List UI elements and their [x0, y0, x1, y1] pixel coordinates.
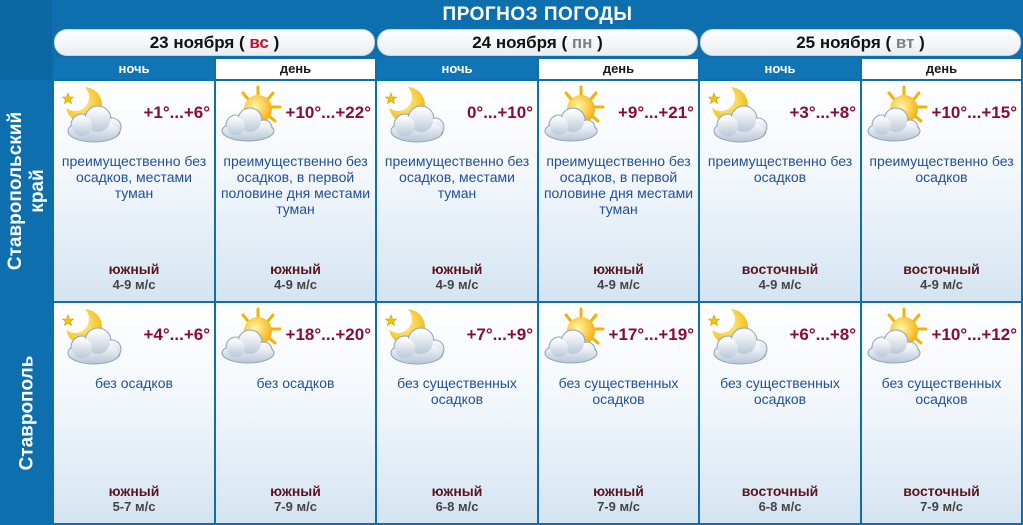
page-title: ПРОГНОЗ ПОГОДЫ — [54, 2, 1021, 28]
weather-description: преимущественно без осадков, местами туман — [61, 153, 207, 201]
region-name-line: край — [27, 169, 48, 213]
moon-cloud-icon — [702, 83, 774, 145]
forecast-cell — [377, 81, 537, 301]
wind-speed: 4-9 м/с — [920, 277, 963, 292]
region-label-city — [2, 303, 52, 523]
moon-cloud-icon — [379, 83, 451, 145]
weather-description: преимущественно без осадков, местами туман — [384, 153, 530, 201]
sun-cloud-icon — [218, 83, 290, 145]
day-header-0 — [54, 29, 375, 56]
wind-direction: южный — [593, 261, 644, 277]
day-paren-close: ) — [268, 33, 280, 52]
forecast-cell — [216, 303, 375, 523]
forecast-cell — [377, 303, 537, 523]
period-day-1: день — [539, 59, 698, 79]
weather-description: преимущественно без осадков — [707, 153, 853, 185]
region-name-line: Ставрополь — [16, 355, 38, 471]
region-name — [5, 112, 49, 270]
weather-description: преимущественно без осадков, в первой половине дня местами туман — [543, 153, 694, 217]
region-name-line: Ставропольский — [5, 111, 26, 271]
weather-description: без существенных осадков — [397, 375, 517, 407]
temperature-range: +1°...+6° — [143, 103, 210, 122]
weather-description: преимущественно без осадков — [869, 153, 1014, 185]
temperature-range: +17°...+19° — [608, 325, 694, 344]
wind-speed: 4-9 м/с — [758, 277, 802, 292]
wind-speed: 4-9 м/с — [112, 277, 156, 292]
period-day-2: день — [862, 59, 1021, 79]
wind-speed: 6-8 м/с — [435, 499, 479, 514]
temperature-range: +6°...+8° — [789, 325, 856, 344]
forecast-cell — [862, 81, 1021, 301]
sun-cloud-icon — [541, 83, 613, 145]
wind-direction: восточный — [741, 483, 819, 499]
wind-speed: 7-9 м/с — [920, 499, 963, 514]
weather-description: без существенных осадков — [720, 375, 840, 407]
forecast-cell — [54, 81, 214, 301]
wind-speed: 7-9 м/с — [597, 499, 640, 514]
temperature-range: +10°...+12° — [931, 325, 1017, 344]
forecast-cell — [54, 303, 214, 523]
forecast-cell — [700, 303, 860, 523]
weather-description: без существенных осадков — [558, 375, 679, 407]
day-paren-close: ) — [914, 33, 925, 52]
weather-description: без осадков — [95, 375, 173, 391]
day-of-week: вт — [895, 33, 915, 52]
wind-speed: 7-9 м/с — [274, 499, 317, 514]
sun-cloud-icon — [864, 83, 936, 145]
wind-speed: 5-7 м/с — [112, 499, 156, 514]
day-date: 24 ноября — [472, 33, 557, 52]
day-paren-open: ( — [880, 33, 896, 52]
temperature-range: +4°...+6° — [143, 325, 210, 344]
wind-direction: восточный — [903, 261, 980, 277]
corner-block — [0, 0, 52, 80]
day-header-1 — [377, 29, 698, 56]
temperature-range: +9°...+21° — [618, 103, 694, 122]
sun-cloud-icon — [541, 305, 613, 367]
day-of-week: вс — [249, 33, 269, 52]
weather-description: преимущественно без осадков, в первой половине дня местами туман — [220, 153, 371, 217]
day-paren-open: ( — [234, 33, 250, 52]
wind-speed: 4-9 м/с — [435, 277, 479, 292]
temperature-range: +10°...+22° — [285, 103, 371, 122]
day-of-week: пн — [571, 33, 593, 52]
weather-description: без осадков — [256, 375, 335, 391]
forecast-cell — [862, 303, 1021, 523]
day-date: 23 ноября — [149, 33, 235, 52]
forecast-cell — [216, 81, 375, 301]
wind-direction: южный — [108, 261, 160, 277]
forecast-cell — [539, 81, 698, 301]
wind-direction: южный — [108, 483, 160, 499]
sun-cloud-icon — [864, 305, 936, 367]
wind-direction: южный — [270, 483, 321, 499]
period-day-0: день — [216, 59, 375, 79]
period-night-2: ночь — [700, 59, 860, 79]
region-label-krai — [2, 81, 52, 301]
forecast-cell — [539, 303, 698, 523]
period-night-1: ночь — [377, 59, 537, 79]
moon-cloud-icon — [56, 305, 128, 367]
wind-direction: восточный — [903, 483, 980, 499]
day-paren-close: ) — [592, 33, 603, 52]
region-name — [16, 356, 38, 471]
temperature-range: +7°...+9° — [466, 325, 533, 344]
moon-cloud-icon — [379, 305, 451, 367]
wind-speed: 6-8 м/с — [758, 499, 802, 514]
day-header-2 — [700, 29, 1021, 56]
day-date: 25 ноября — [796, 33, 881, 52]
wind-direction: южный — [270, 261, 321, 277]
sun-cloud-icon — [218, 305, 290, 367]
wind-speed: 4-9 м/с — [274, 277, 317, 292]
moon-cloud-icon — [56, 83, 128, 145]
temperature-range: +10°...+15° — [931, 103, 1017, 122]
temperature-range: +3°...+8° — [789, 103, 856, 122]
wind-direction: южный — [431, 261, 483, 277]
wind-direction: южный — [431, 483, 483, 499]
wind-direction: южный — [593, 483, 644, 499]
wind-direction: восточный — [741, 261, 819, 277]
temperature-range: 0°...+10° — [466, 103, 533, 122]
day-paren-open: ( — [556, 33, 572, 52]
weather-description: без существенных осадков — [881, 375, 1002, 407]
period-night-0: ночь — [54, 59, 214, 79]
temperature-range: +18°...+20° — [285, 325, 371, 344]
wind-speed: 4-9 м/с — [597, 277, 640, 292]
moon-cloud-icon — [702, 305, 774, 367]
forecast-cell — [700, 81, 860, 301]
